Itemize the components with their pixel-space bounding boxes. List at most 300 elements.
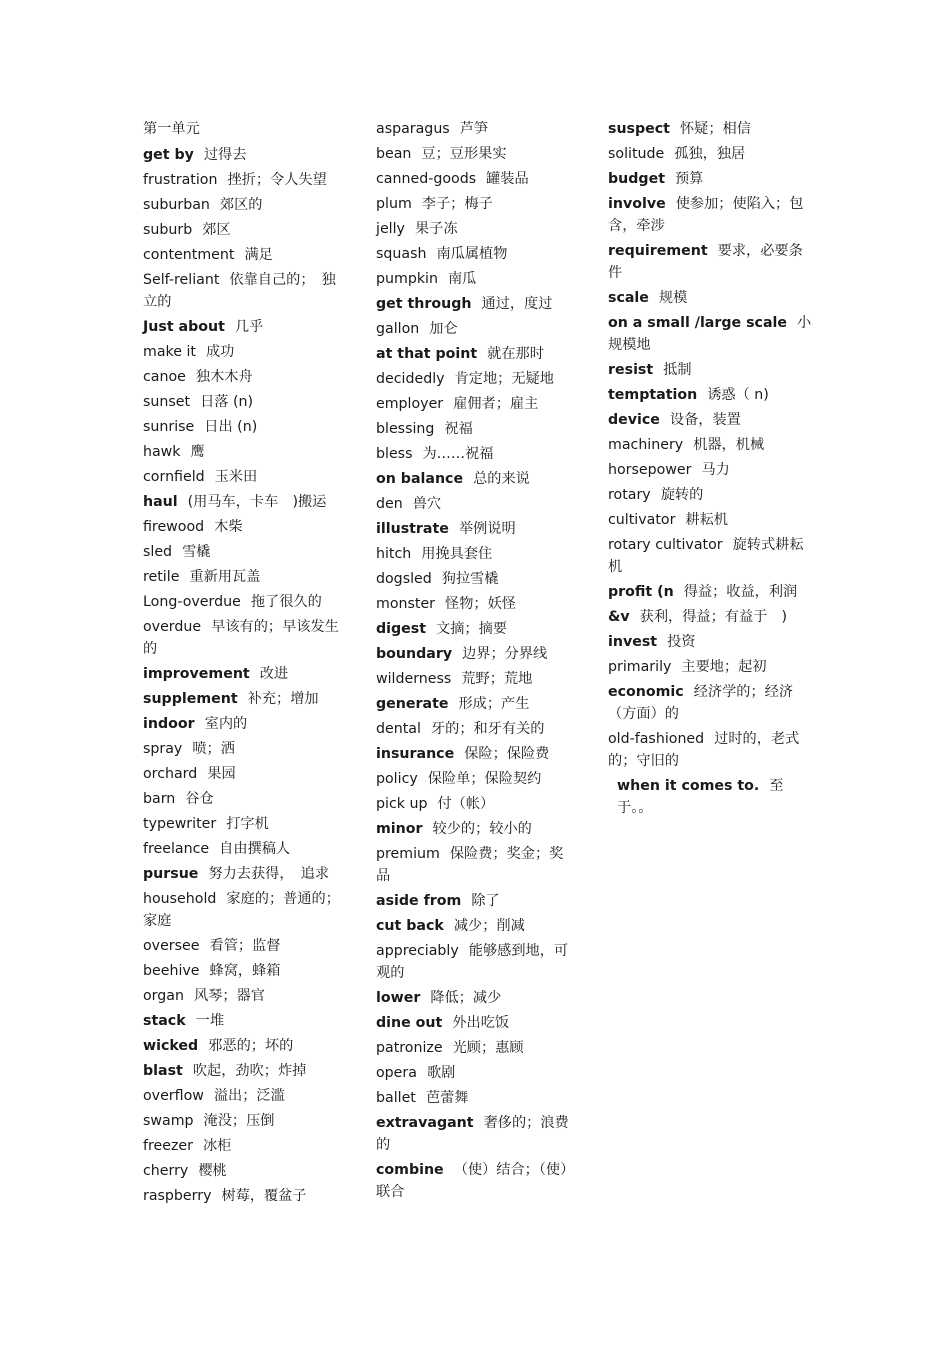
vocab-term: premium [376, 846, 440, 862]
vocab-definition: 南瓜 [447, 271, 477, 287]
vocab-term: machinery [608, 437, 684, 453]
vocab-definition: 要求，必要条件 [608, 243, 803, 281]
vocab-definition: 打字机 [226, 816, 269, 832]
vocab-definition: 过得去 [203, 147, 247, 163]
vocab-entry [608, 143, 813, 168]
vocab-definition: 荒野；荒地 [461, 671, 533, 687]
vocab-definition: 保险单；保险契约 [427, 771, 542, 787]
vocab-term: on balance [376, 471, 464, 487]
vocab-term: generate [376, 696, 449, 712]
vocab-entry [143, 738, 348, 763]
vocab-entry [608, 581, 813, 606]
vocab-entry [143, 144, 348, 169]
vocab-entry [143, 935, 348, 960]
vocab-entry [143, 1160, 348, 1185]
vocab-entry [376, 118, 576, 143]
vocab-entry [143, 391, 348, 416]
vocab-definition: 蜂窝，蜂箱 [209, 963, 281, 979]
vocab-definition: 依靠自己的； 独立的 [143, 272, 336, 310]
vocab-term: suspect [608, 121, 670, 137]
vocab-definition: 付（帐） [437, 796, 495, 812]
vocab-definition: (用马车，卡车 )搬运 [187, 494, 327, 510]
vocab-definition: 就在那时 [487, 346, 544, 362]
vocab-term: squash [376, 246, 427, 262]
vocab-term: horsepower [608, 462, 692, 478]
vocab-entry [376, 693, 576, 718]
vocab-definition: 罐装品 [486, 171, 529, 187]
vocab-term: gallon [376, 321, 420, 337]
vocab-definition: 兽穴 [412, 496, 442, 512]
vocab-definition: 加仑 [429, 321, 458, 337]
vocab-definition: 独木木舟 [195, 369, 253, 385]
vocab-entry [376, 793, 576, 818]
vocab-term: rotary cultivator [608, 537, 723, 553]
vocab-term: pumpkin [376, 271, 438, 287]
vocab-term: improvement [143, 666, 250, 682]
vocab-term: rotary [608, 487, 651, 503]
vocab-definition: 吹起，劲吹；炸掉 [192, 1063, 307, 1079]
vocab-term: swamp [143, 1113, 194, 1129]
vocab-definition: 溢出；泛滥 [213, 1088, 285, 1104]
vocab-definition: 玉米田 [214, 469, 258, 485]
vocab-definition: 耕耘机 [685, 512, 728, 528]
vocab-term: raspberry [143, 1188, 212, 1204]
vocab-definition: 用挽具套住 [421, 546, 493, 562]
vocab-definition: 祝福 [444, 421, 473, 437]
vocab-entry [376, 218, 576, 243]
vocab-entry [143, 194, 348, 219]
vocab-entry [376, 493, 576, 518]
vocab-definition: 规模 [658, 290, 688, 306]
vocab-definition: 日落 (n) [200, 394, 254, 410]
vocab-entry [143, 788, 348, 813]
vocab-term: jelly [376, 221, 405, 237]
vocab-entry [143, 516, 348, 541]
vocab-definition: 芦笋 [459, 121, 489, 137]
vocab-entry [143, 1185, 348, 1210]
vocab-term: contentment [143, 247, 235, 263]
vocab-definition: 谷仓 [185, 791, 214, 807]
vocab-term: haul [143, 494, 178, 510]
vocab-definition: 经济学的；经济（方面）的 [608, 684, 794, 722]
vocab-definition: 机器，机械 [693, 437, 765, 453]
vocab-entry [143, 466, 348, 491]
vocab-term: illustrate [376, 521, 449, 537]
vocab-entry [608, 681, 813, 728]
vocab-term: dogsled [376, 571, 432, 587]
vocab-term: spray [143, 741, 183, 757]
vocab-term: patronize [376, 1040, 443, 1056]
vocab-definition: 外出吃饭 [452, 1015, 510, 1031]
vocab-definition: 形成；产生 [458, 696, 530, 712]
vocab-definition: 成功 [205, 344, 235, 360]
vocab-entry [143, 269, 348, 316]
vocab-entry [608, 606, 813, 631]
vocab-term: suburb [143, 222, 193, 238]
vocab-definition: 预算 [674, 171, 704, 187]
vocab-entry [143, 1135, 348, 1160]
vocab-entry [143, 441, 348, 466]
vocab-entry [376, 518, 576, 543]
vocab-term: sunrise [143, 419, 195, 435]
vocab-definition: 文摘；摘要 [436, 621, 507, 637]
vocab-term: supplement [143, 691, 238, 707]
vocab-entry [143, 763, 348, 788]
vocab-entry [608, 359, 813, 384]
vocab-definition: 豆；豆形果实 [421, 146, 507, 162]
vocab-entry [143, 663, 348, 688]
vocab-term: requirement [608, 243, 708, 259]
vocab-term: firewood [143, 519, 205, 535]
vocab-entry [376, 940, 576, 987]
vocab-definition: 至于。。 [617, 778, 784, 816]
vocab-definition: 看管；监督 [209, 938, 281, 954]
vocab-term: blast [143, 1063, 183, 1079]
vocab-definition: 诱惑（ n) [707, 387, 769, 403]
vocab-definition: 风琴；器官 [193, 988, 265, 1004]
vocab-term: orchard [143, 766, 198, 782]
vocab-entry [376, 243, 576, 268]
vocab-definition: 小规模地 [608, 315, 812, 353]
vocab-entry [376, 915, 576, 940]
vocab-entry [143, 713, 348, 738]
vocab-entry [608, 631, 813, 656]
vocab-entry [376, 193, 576, 218]
vocab-entry [376, 890, 576, 915]
vocab-entry [608, 728, 813, 775]
vocab-term: bless [376, 446, 413, 462]
vocab-definition: 抵制 [663, 362, 692, 378]
vocab-term: overflow [143, 1088, 204, 1104]
vocab-entry [143, 416, 348, 441]
vocab-definition: 冰柜 [202, 1138, 232, 1154]
vocab-definition: 光顾；惠顾 [452, 1040, 524, 1056]
vocab-term: barn [143, 791, 176, 807]
vocab-term: cherry [143, 1163, 189, 1179]
vocab-definition: 喷；洒 [192, 741, 235, 757]
vocab-term: combine [376, 1162, 444, 1178]
vocab-entry [608, 534, 813, 581]
vocab-entry [143, 169, 348, 194]
vocab-definition: 孤独，独居 [674, 146, 746, 162]
vocab-definition: 木柴 [214, 519, 243, 535]
vocab-term: make it [143, 344, 196, 360]
vocab-term: on a small /large scale [608, 315, 788, 331]
vocab-definition: 获利，得益；有益于 ) [639, 609, 788, 625]
vocab-entry [143, 838, 348, 863]
vocab-definition: 为……祝福 [422, 446, 494, 462]
unit-heading [143, 118, 348, 143]
vocab-term: hawk [143, 444, 181, 460]
vocab-definition: 淹没；压倒 [203, 1113, 275, 1129]
vocab-term: employer [376, 396, 444, 412]
vocab-term: Long-overdue [143, 594, 241, 610]
vocab-term: extravagant [376, 1115, 474, 1131]
vocab-entry [376, 1087, 576, 1112]
vocab-definition: 降低；减少 [430, 990, 502, 1006]
vocab-entry [143, 1060, 348, 1085]
vocab-term: involve [608, 196, 666, 212]
vocab-term: appreciably [376, 943, 459, 959]
vocab-entry [376, 443, 576, 468]
vocab-entry [143, 888, 348, 935]
vocab-term: &v [608, 609, 630, 625]
vocab-term: retile [143, 569, 180, 585]
vocab-entry [143, 688, 348, 713]
vocab-definition: 举例说明 [458, 521, 516, 537]
vocab-term: primarily [608, 659, 672, 675]
vocab-entry [143, 316, 348, 341]
vocab-definition: 樱桃 [198, 1163, 227, 1179]
vocab-definition: 果子冻 [414, 221, 458, 237]
vocab-term: get through [376, 296, 472, 312]
vocab-definition: 鹰 [190, 444, 205, 460]
vocab-entry [143, 541, 348, 566]
vocab-definition: 怪物；妖怪 [445, 596, 516, 612]
vocab-definition: 使参加；使陷入；包含，牵涉 [608, 196, 804, 234]
vocab-entry [376, 818, 576, 843]
vocab-definition: 总的来说 [473, 471, 530, 487]
vocab-term: decidedly [376, 371, 445, 387]
vocab-term: overdue [143, 619, 202, 635]
vocab-entry [608, 775, 813, 822]
vocab-definition: 改进 [259, 666, 289, 682]
vocab-definition: 雇佣者；雇主 [453, 396, 539, 412]
vocab-entry [143, 219, 348, 244]
vocab-term: oversee [143, 938, 200, 954]
vocab-definition: 挫折；令人失望 [227, 172, 327, 188]
vocab-entry [376, 1159, 576, 1206]
vocab-term: Self-reliant [143, 272, 220, 288]
vocab-entry [143, 616, 348, 663]
vocab-term: invest [608, 634, 658, 650]
vocab-term: lower [376, 990, 421, 1006]
vocab-term: plum [376, 196, 412, 212]
vocab-entry [608, 312, 813, 359]
vocab-entry [608, 656, 813, 681]
vocab-definition: 早该有的；早该发生的 [143, 619, 339, 657]
vocab-definition: 牙的；和牙有关的 [430, 721, 545, 737]
vocab-term: aside from [376, 893, 462, 909]
vocab-term: device [608, 412, 660, 428]
vocab-entry [376, 343, 576, 368]
vocab-definition: 自由撰稿人 [219, 841, 291, 857]
vocab-term: asparagus [376, 121, 450, 137]
vocab-entry [608, 287, 813, 312]
vocab-entry [376, 568, 576, 593]
vocab-entry [608, 240, 813, 287]
vocab-term: blessing [376, 421, 435, 437]
vocab-term: suburban [143, 197, 210, 213]
vocab-term: dental [376, 721, 421, 737]
vocab-entry [376, 1012, 576, 1037]
vocab-term: frustration [143, 172, 218, 188]
vocab-entry [143, 591, 348, 616]
vocab-term: economic [608, 684, 684, 700]
vocab-term: when it comes to. [617, 778, 760, 794]
vocab-definition: 通过，度过 [481, 296, 553, 312]
vocab-term: typewriter [143, 816, 217, 832]
vocab-definition: 过时的，老式的；守旧的 [608, 731, 800, 769]
vocab-definition: 努力去获得， 追求 [208, 866, 330, 882]
vocab-entry [608, 409, 813, 434]
vocab-definition: 边界；分界线 [462, 646, 548, 662]
vocab-entry [608, 459, 813, 484]
vocab-column-2 [376, 118, 576, 1206]
vocab-definition: （使）结合；（使）联合 [376, 1162, 575, 1200]
vocab-term: digest [376, 621, 427, 637]
vocab-term: beehive [143, 963, 200, 979]
vocab-entry [143, 566, 348, 591]
vocab-term: organ [143, 988, 184, 1004]
vocab-definition: 室内的 [204, 716, 248, 732]
vocab-entry [376, 468, 576, 493]
vocab-entry [608, 509, 813, 534]
vocab-term: freezer [143, 1138, 193, 1154]
vocab-definition: 一堆 [195, 1013, 225, 1029]
vocab-entry [376, 418, 576, 443]
vocab-entry [376, 843, 576, 890]
vocab-entry [376, 987, 576, 1012]
vocab-entry [376, 668, 576, 693]
vocab-definition: 马力 [701, 462, 730, 478]
vocab-definition: 投资 [667, 634, 696, 650]
vocab-term: solitude [608, 146, 665, 162]
vocab-column-3 [608, 118, 813, 822]
vocab-definition: 南瓜属植物 [436, 246, 508, 262]
vocab-definition: 较少的；较小的 [432, 821, 532, 837]
vocab-term: wilderness [376, 671, 452, 687]
vocab-entry [376, 168, 576, 193]
vocab-entry [143, 960, 348, 985]
vocab-definition: 重新用瓦盖 [189, 569, 261, 585]
vocab-entry [376, 1112, 576, 1159]
vocab-definition: 日出 (n) [204, 419, 258, 435]
vocab-term: resist [608, 362, 654, 378]
vocab-definition: 家庭的；普通的；家庭 [143, 891, 340, 929]
vocab-definition: 郊区的 [219, 197, 263, 213]
vocab-definition: 李子；梅子 [421, 196, 493, 212]
vocab-entry [143, 491, 348, 516]
vocab-term: pick up [376, 796, 428, 812]
vocab-term: get by [143, 147, 194, 163]
vocab-term: freelance [143, 841, 210, 857]
vocab-entry [608, 434, 813, 459]
vocab-term: den [376, 496, 403, 512]
vocab-entry [376, 543, 576, 568]
vocab-entry [376, 743, 576, 768]
vocab-term: opera [376, 1065, 417, 1081]
vocab-definition: 满足 [244, 247, 273, 263]
vocab-term: old-fashioned [608, 731, 705, 747]
vocab-definition: 几乎 [234, 319, 264, 335]
vocab-column-1 [143, 118, 348, 1210]
vocab-entry [143, 244, 348, 269]
vocab-entry [608, 118, 813, 143]
vocab-entry [143, 1010, 348, 1035]
vocab-term: hitch [376, 546, 412, 562]
vocab-entry [376, 293, 576, 318]
vocab-definition: 雪橇 [182, 544, 211, 560]
vocab-entry [376, 318, 576, 343]
vocab-definition: 保险费；奖金；奖品 [376, 846, 564, 884]
vocab-entry [376, 1037, 576, 1062]
vocab-entry [376, 643, 576, 668]
vocab-term: insurance [376, 746, 455, 762]
vocab-definition: 狗拉雪橇 [441, 571, 499, 587]
vocab-entry [376, 143, 576, 168]
vocab-term: bean [376, 146, 412, 162]
vocab-definition: 怀疑；相信 [679, 121, 751, 137]
vocab-term: indoor [143, 716, 195, 732]
vocab-entry [376, 1062, 576, 1087]
vocab-term: monster [376, 596, 436, 612]
vocab-entry [608, 484, 813, 509]
vocab-definition: 树莓，覆盆子 [221, 1188, 307, 1204]
vocab-definition: 果园 [207, 766, 236, 782]
unit-heading-text: 第一单元 [143, 121, 200, 137]
vocab-entry [143, 863, 348, 888]
vocab-definition: 设备，装置 [669, 412, 741, 428]
vocab-definition: 歌剧 [426, 1065, 456, 1081]
vocab-entry [143, 341, 348, 366]
vocab-definition: 补充；增加 [247, 691, 319, 707]
vocab-term: Just about [143, 319, 225, 335]
vocab-definition: 保险；保险费 [464, 746, 550, 762]
vocab-term: ballet [376, 1090, 416, 1106]
vocab-term: pursue [143, 866, 199, 882]
vocab-entry [376, 593, 576, 618]
vocab-entry [143, 813, 348, 838]
vocab-term: profit (n [608, 584, 674, 600]
vocab-entry [143, 1085, 348, 1110]
vocab-term: budget [608, 171, 665, 187]
vocab-entry [376, 268, 576, 293]
vocab-term: canoe [143, 369, 186, 385]
vocab-entry [376, 393, 576, 418]
vocab-definition: 芭蕾舞 [425, 1090, 469, 1106]
vocab-entry [608, 168, 813, 193]
vocab-term: minor [376, 821, 423, 837]
vocab-entry [376, 718, 576, 743]
vocab-definition: 邪恶的；坏的 [208, 1038, 294, 1054]
vocab-definition: 拖了很久的 [250, 594, 322, 610]
vocab-term: wicked [143, 1038, 199, 1054]
vocab-definition: 奢侈的；浪费的 [376, 1115, 569, 1153]
vocab-definition: 旋转式耕耘机 [608, 537, 804, 575]
vocab-entry [608, 193, 813, 240]
vocab-entry [376, 368, 576, 393]
vocab-definition: 得益；收益，利润 [683, 584, 798, 600]
vocab-term: at that point [376, 346, 478, 362]
vocab-definition: 旋转的 [660, 487, 704, 503]
vocab-definition: 肯定地；无疑地 [454, 371, 554, 387]
vocab-entry [376, 768, 576, 793]
vocab-term: dine out [376, 1015, 443, 1031]
vocab-term: cornfield [143, 469, 205, 485]
vocab-term: sunset [143, 394, 191, 410]
vocab-term: policy [376, 771, 418, 787]
vocab-term: household [143, 891, 217, 907]
vocab-entry [143, 1110, 348, 1135]
vocab-term: sled [143, 544, 173, 560]
vocab-entry [143, 366, 348, 391]
vocab-definition: 除了 [471, 893, 500, 909]
vocab-term: cultivator [608, 512, 676, 528]
vocab-entry [376, 618, 576, 643]
vocab-definition: 能够感到地，可观的 [376, 943, 569, 981]
vocab-entry [143, 985, 348, 1010]
